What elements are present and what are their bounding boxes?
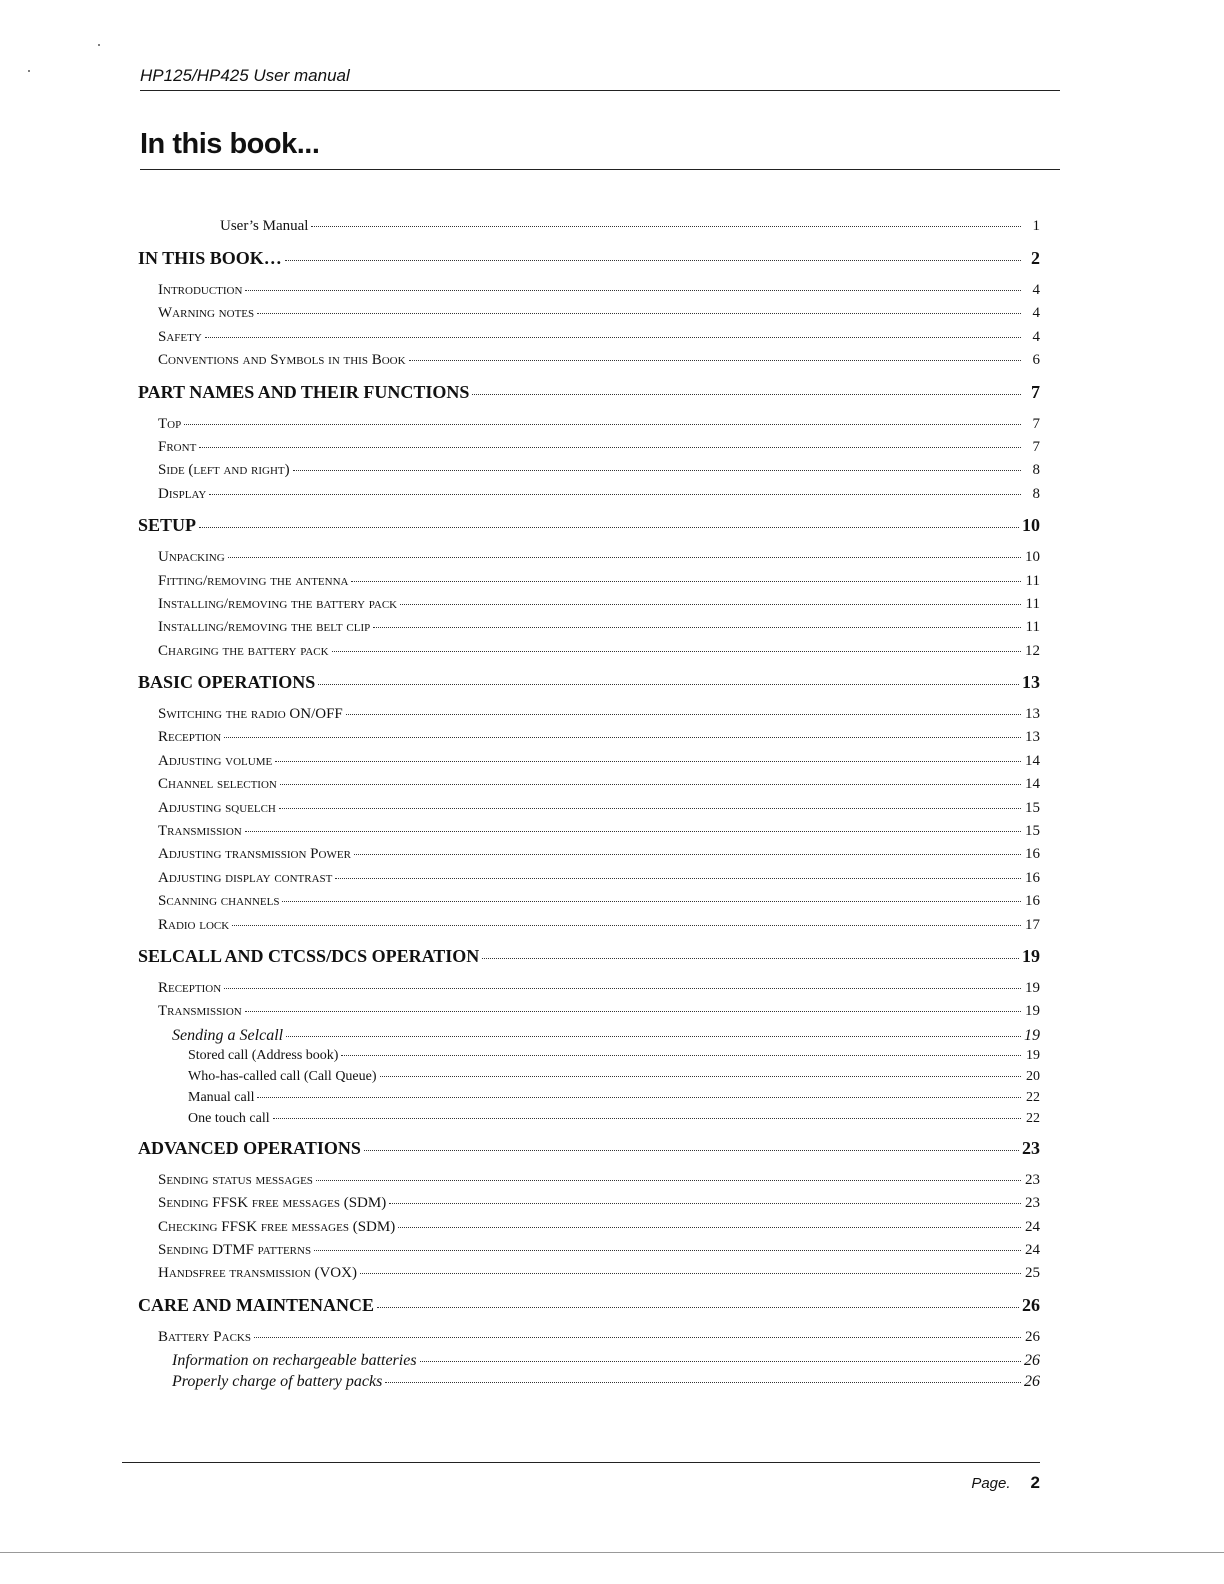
dot-leader — [380, 1076, 1021, 1077]
toc-entry-page: 1 — [1032, 218, 1040, 234]
toc-entry-title: Sending a Selcall — [172, 1026, 284, 1044]
toc-entry-title: Transmission — [158, 823, 242, 840]
toc-entry-title: Adjusting transmission Power — [158, 846, 351, 863]
toc-entry-title: Introduction — [158, 282, 243, 298]
toc-entry-title: Radio lock — [158, 916, 230, 933]
toc-entry[interactable] — [158, 1242, 1040, 1265]
toc-entry[interactable] — [158, 1172, 1040, 1195]
dot-leader — [332, 651, 1021, 652]
toc-entry[interactable] — [158, 619, 1040, 642]
toc-entry-page: 6 — [1032, 352, 1040, 369]
toc-entry[interactable] — [138, 1138, 1040, 1168]
toc-entry[interactable] — [158, 486, 1040, 509]
dot-leader — [316, 1180, 1021, 1181]
toc-entry-title: Transmission — [158, 1003, 242, 1020]
toc-entry-page: 23 — [1025, 1195, 1040, 1212]
toc-entry[interactable] — [138, 248, 1040, 278]
toc-entry-title: BASIC OPERATIONS — [138, 672, 316, 693]
dot-leader — [472, 394, 1021, 395]
toc-entry-page: 16 — [1025, 893, 1040, 910]
scan-edge-rule — [0, 1552, 1224, 1553]
toc-entry[interactable] — [158, 846, 1040, 869]
toc-entry[interactable] — [158, 329, 1040, 352]
dot-leader — [224, 988, 1021, 989]
dot-leader — [346, 714, 1021, 715]
toc-entry[interactable] — [158, 980, 1040, 1003]
toc-entry-title: Scanning channels — [158, 893, 280, 910]
toc-entry-title: Sending DTMF patterns — [158, 1241, 312, 1258]
dot-leader — [232, 925, 1021, 926]
toc-entry-title: Display — [158, 485, 207, 502]
toc-entry-title: Conventions and Symbols in this Book — [158, 352, 406, 369]
dot-leader — [385, 1382, 1021, 1383]
toc-entry[interactable] — [158, 549, 1040, 572]
dot-leader — [199, 447, 1021, 448]
toc-entry-page: 23 — [1022, 1137, 1040, 1158]
toc-entry[interactable] — [158, 416, 1040, 439]
toc-entry-page: 12 — [1025, 642, 1040, 659]
toc-entry-page: 14 — [1025, 776, 1040, 793]
dot-leader — [257, 1097, 1021, 1098]
toc-entry-page: 4 — [1032, 328, 1040, 345]
dot-leader — [293, 470, 1021, 471]
toc-entry[interactable] — [158, 1003, 1040, 1026]
toc-entry-page: 26 — [1022, 1294, 1040, 1315]
toc-entry-page: 26 — [1024, 1373, 1040, 1391]
toc-entry[interactable] — [158, 823, 1040, 846]
toc-entry[interactable] — [158, 870, 1040, 893]
toc-entry[interactable] — [138, 672, 1040, 702]
dot-leader — [398, 1227, 1021, 1228]
toc-entry-page: 19 — [1025, 979, 1040, 996]
dot-leader — [184, 424, 1021, 425]
toc-entry-page: 24 — [1025, 1218, 1040, 1235]
dot-leader — [373, 627, 1021, 628]
toc-entry-page: 10 — [1025, 549, 1040, 566]
dot-leader — [335, 878, 1021, 879]
dot-leader — [199, 527, 1019, 528]
toc-entry-title: Fitting/removing the antenna — [158, 572, 349, 589]
toc-entry-page: 25 — [1025, 1265, 1040, 1282]
toc-entry-page: 22 — [1026, 1110, 1040, 1126]
toc-entry-page: 26 — [1025, 1328, 1040, 1345]
toc-entry[interactable] — [188, 1111, 1040, 1132]
toc-entry-title: Installing/removing the belt clip — [158, 619, 371, 636]
dot-leader — [254, 1337, 1021, 1338]
toc-entry-page: 7 — [1032, 438, 1040, 455]
toc-entry-page: 20 — [1026, 1068, 1040, 1084]
toc-entry-page: 8 — [1032, 485, 1040, 502]
toc-entry-page: 24 — [1025, 1241, 1040, 1258]
toc-entry[interactable] — [158, 917, 1040, 940]
toc-entry[interactable] — [138, 515, 1040, 545]
toc-entry-title: Handsfree transmission (VOX) — [158, 1265, 357, 1282]
toc-entry-page: 14 — [1025, 752, 1040, 769]
page-number-label — [971, 1473, 1040, 1493]
dot-leader — [409, 360, 1021, 361]
toc-entry-title: Front — [158, 438, 197, 455]
toc-entry[interactable] — [172, 1027, 1040, 1048]
toc-entry-page: 15 — [1025, 799, 1040, 816]
toc-entry-title: Top — [158, 415, 182, 432]
toc-entry-page: 2 — [1031, 248, 1040, 268]
toc-entry-title: Safety — [158, 328, 202, 345]
dot-leader — [354, 854, 1021, 855]
dot-leader — [400, 604, 1021, 605]
toc-entry-title: Installing/removing the battery pack — [158, 595, 398, 612]
dot-leader — [273, 1118, 1021, 1119]
toc-entry-page: 4 — [1032, 305, 1040, 322]
dot-leader — [224, 737, 1021, 738]
toc-entry-title: Charging the battery pack — [158, 642, 329, 659]
toc-entry-title: Manual call — [188, 1089, 255, 1105]
toc-entry[interactable] — [158, 1265, 1040, 1288]
toc-entry[interactable] — [158, 282, 1040, 305]
toc-entry-page: 13 — [1025, 706, 1040, 723]
scan-speck — [98, 44, 100, 46]
dot-leader — [377, 1307, 1019, 1308]
toc-entry[interactable] — [188, 1090, 1040, 1111]
toc-entry-title: Unpacking — [158, 549, 225, 566]
dot-leader — [209, 494, 1021, 495]
toc-entry[interactable] — [158, 753, 1040, 776]
toc-entry-page: 16 — [1025, 846, 1040, 863]
toc-entry-page: 19 — [1024, 1026, 1040, 1044]
dot-leader — [341, 1055, 1021, 1056]
dot-leader — [275, 761, 1021, 762]
page-number: 2 — [1030, 1473, 1040, 1492]
dot-leader — [389, 1203, 1021, 1204]
scan-speck — [28, 70, 30, 72]
toc-entry-page: 19 — [1025, 1003, 1040, 1020]
toc-entry-title: Reception — [158, 729, 222, 746]
toc-entry[interactable] — [158, 439, 1040, 462]
toc-entry[interactable] — [158, 573, 1040, 596]
dot-leader — [318, 684, 1019, 685]
dot-leader — [257, 313, 1021, 314]
dot-leader — [282, 901, 1021, 902]
toc-entry-title: Adjusting display contrast — [158, 869, 333, 886]
toc-entry-title: One touch call — [188, 1110, 270, 1126]
toc-entry[interactable] — [158, 893, 1040, 916]
toc-entry[interactable] — [158, 462, 1040, 485]
toc-entry-title: ADVANCED OPERATIONS — [138, 1137, 361, 1158]
table-of-contents — [124, 218, 1040, 1394]
dot-leader — [228, 557, 1021, 558]
toc-entry-page: 23 — [1025, 1171, 1040, 1188]
toc-entry[interactable] — [220, 218, 1040, 244]
toc-entry[interactable] — [158, 729, 1040, 752]
toc-entry-page: 4 — [1032, 282, 1040, 298]
dot-leader — [311, 226, 1021, 227]
toc-entry-page: 19 — [1022, 945, 1040, 966]
toc-entry[interactable] — [172, 1373, 1040, 1394]
toc-entry[interactable] — [158, 1219, 1040, 1242]
toc-entry-title: Information on rechargeable batteries — [172, 1352, 417, 1370]
toc-entry-page: 11 — [1025, 572, 1040, 589]
toc-entry[interactable] — [158, 305, 1040, 328]
toc-entry-title: SETUP — [138, 515, 197, 536]
toc-entry-page: 8 — [1032, 462, 1040, 479]
toc-entry[interactable] — [138, 1295, 1040, 1325]
toc-entry-title: Who-has-called call (Call Queue) — [188, 1068, 377, 1084]
dot-leader — [314, 1250, 1021, 1251]
toc-entry-title: Properly charge of battery packs — [172, 1373, 383, 1391]
toc-entry[interactable] — [158, 596, 1040, 619]
toc-entry-page: 7 — [1032, 415, 1040, 432]
dot-leader — [285, 260, 1021, 261]
toc-entry[interactable] — [158, 800, 1040, 823]
running-title: HP125/HP425 User manual — [140, 66, 350, 85]
dot-leader — [280, 784, 1021, 785]
toc-entry[interactable] — [138, 946, 1040, 976]
toc-entry[interactable] — [158, 1329, 1040, 1352]
toc-entry-page: 26 — [1024, 1352, 1040, 1370]
toc-entry[interactable] — [158, 643, 1040, 666]
toc-entry-page: 13 — [1025, 729, 1040, 746]
toc-entry[interactable] — [188, 1069, 1040, 1090]
toc-entry-title: Checking FFSK free messages (SDM) — [158, 1218, 396, 1235]
dot-leader — [286, 1036, 1021, 1037]
toc-entry-page: 17 — [1025, 916, 1040, 933]
dot-leader — [482, 958, 1019, 959]
dot-leader — [351, 581, 1021, 582]
page-label-text: Page. — [971, 1475, 1011, 1492]
toc-entry[interactable] — [158, 352, 1040, 375]
toc-entry[interactable] — [158, 706, 1040, 729]
toc-entry-page: 11 — [1025, 619, 1040, 636]
toc-entry-title: Sending FFSK free messages (SDM) — [158, 1195, 387, 1212]
toc-entry-title: Sending status messages — [158, 1171, 313, 1188]
toc-entry-title: Channel selection — [158, 776, 277, 793]
dot-leader — [360, 1273, 1021, 1274]
running-header — [140, 66, 1060, 91]
page-title: In this book... — [140, 128, 1060, 170]
toc-entry[interactable] — [172, 1352, 1040, 1373]
toc-entry[interactable] — [158, 1195, 1040, 1218]
toc-entry-page: 19 — [1026, 1047, 1040, 1063]
toc-entry-title: Switching the radio ON/OFF — [158, 706, 343, 723]
dot-leader — [245, 831, 1021, 832]
toc-entry-title: Side (left and right) — [158, 462, 290, 479]
dot-leader — [364, 1150, 1019, 1151]
toc-entry-title: SELCALL AND CTCSS/DCS OPERATION — [138, 945, 480, 966]
toc-entry-title: Battery Packs — [158, 1328, 251, 1345]
toc-entry[interactable] — [158, 776, 1040, 799]
dot-leader — [245, 1011, 1021, 1012]
toc-entry[interactable] — [138, 382, 1040, 412]
toc-entry-page: 10 — [1022, 515, 1040, 536]
toc-entry-page: 22 — [1026, 1089, 1040, 1105]
toc-entry-page: 15 — [1025, 823, 1040, 840]
toc-entry-title: Warning notes — [158, 305, 255, 322]
toc-entry-title: CARE AND MAINTENANCE — [138, 1294, 375, 1315]
dot-leader — [420, 1361, 1021, 1362]
toc-entry[interactable] — [188, 1048, 1040, 1069]
toc-entry-title: User’s Manual — [220, 218, 309, 234]
toc-entry-title: PART NAMES AND THEIR FUNCTIONS — [138, 381, 470, 402]
toc-entry-page: 11 — [1025, 595, 1040, 612]
toc-entry-page: 7 — [1031, 381, 1040, 402]
dot-leader — [205, 337, 1021, 338]
toc-entry-title: IN THIS BOOK… — [138, 248, 282, 268]
toc-entry-page: 13 — [1022, 672, 1040, 693]
toc-entry-title: Adjusting squelch — [158, 799, 276, 816]
toc-entry-title: Adjusting volume — [158, 752, 273, 769]
toc-entry-title: Stored call (Address book) — [188, 1047, 339, 1063]
dot-leader — [245, 290, 1021, 291]
toc-entry-page: 16 — [1025, 869, 1040, 886]
page-footer — [122, 1462, 1040, 1492]
dot-leader — [279, 808, 1021, 809]
toc-entry-title: Reception — [158, 979, 222, 996]
